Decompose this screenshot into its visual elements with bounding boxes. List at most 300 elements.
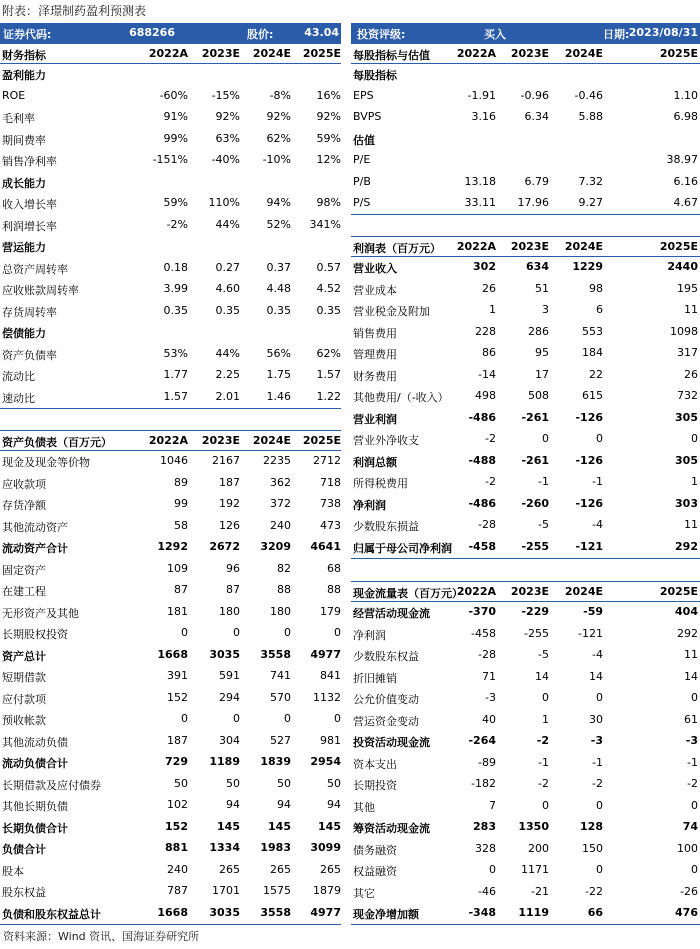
table-row — [351, 300, 700, 321]
cell-value: 0 — [596, 691, 603, 704]
row-label: 成长能力 — [2, 176, 46, 190]
cell-value: 38.97 — [666, 153, 698, 166]
cell-value: 4.48 — [266, 282, 291, 295]
cell-value: 0.35 — [163, 303, 188, 317]
cell-value: 473 — [320, 518, 341, 532]
cell-value: 89 — [174, 475, 188, 489]
cell-value: 16% — [316, 88, 341, 102]
cell-value: 553 — [582, 324, 603, 338]
cell-value: 17.96 — [517, 196, 549, 209]
cell-value: 2672 — [209, 540, 240, 553]
cell-value: 61 — [684, 712, 698, 726]
cell-value: -22 — [585, 884, 603, 898]
cell-value: 26 — [684, 367, 698, 381]
table-row — [351, 451, 700, 472]
table-row — [0, 537, 341, 558]
cell-value: 71 — [482, 669, 496, 683]
cell-value: -14 — [478, 367, 496, 381]
row-label: 少数股东损益 — [353, 520, 419, 533]
cell-value: 1292 — [157, 540, 188, 553]
row-label: 负债合计 — [2, 843, 46, 856]
cell-value: 30 — [589, 712, 603, 726]
row-label: 总资产周转率 — [2, 262, 68, 276]
cell-value: 1.77 — [163, 368, 188, 381]
price-label: 股价: — [247, 28, 274, 41]
cell-value: 1.57 — [316, 368, 341, 381]
table-row — [351, 365, 700, 386]
cell-value: -5 — [538, 518, 549, 531]
cell-value: -1 — [538, 475, 549, 488]
cell-value: 184 — [582, 346, 603, 359]
page-title: 附表：泽璟制药盈利预测表 — [2, 4, 147, 18]
table-row — [351, 515, 700, 536]
cell-value: 33.11 — [464, 196, 496, 209]
column-header: 2024E — [564, 240, 603, 253]
cell-value: 102 — [167, 798, 188, 811]
cell-value: 9.27 — [578, 196, 603, 209]
cell-value: 187 — [167, 733, 188, 747]
cell-value: 3035 — [209, 647, 240, 661]
cell-value: 305 — [675, 410, 698, 424]
cell-value: 0 — [181, 712, 188, 725]
row-label: 营运资金变动 — [353, 714, 419, 728]
cell-value: 0.18 — [163, 260, 188, 274]
cell-value: -8% — [269, 88, 291, 102]
cell-value: 94 — [327, 798, 341, 811]
cell-value: 150 — [582, 841, 603, 855]
cell-value: 1098 — [670, 324, 698, 338]
cell-value: 14 — [589, 669, 603, 683]
cell-value: 152 — [167, 690, 188, 704]
cell-value: 192 — [219, 497, 240, 510]
cell-value: -261 — [521, 453, 549, 467]
cell-value: -0.96 — [520, 88, 549, 102]
table-row — [0, 795, 341, 816]
cell-value: 302 — [473, 260, 496, 273]
row-label: 盈利能力 — [2, 69, 46, 82]
cell-value: 0 — [691, 863, 698, 876]
row-label: 在建工程 — [2, 585, 46, 598]
table-row — [351, 408, 700, 429]
cell-value: 0.57 — [316, 260, 341, 274]
cell-value: 180 — [219, 604, 240, 618]
table-row — [351, 150, 700, 171]
cell-value: -10% — [262, 153, 291, 166]
cell-value: 981 — [320, 733, 341, 747]
row-label: 营业税金及附加 — [353, 305, 430, 318]
row-label: 流动资产合计 — [2, 542, 68, 555]
table-row — [351, 343, 700, 364]
cell-value: 91% — [163, 110, 188, 123]
cell-value: 179 — [320, 604, 341, 618]
cell-value: 391 — [167, 669, 188, 682]
cell-value: 0.35 — [316, 303, 341, 317]
cell-value: 128 — [580, 820, 603, 833]
table-row — [0, 301, 341, 322]
cell-value: 498 — [475, 389, 496, 402]
cell-value: -1 — [538, 755, 549, 769]
row-label: EPS — [353, 88, 374, 102]
table-row — [0, 688, 341, 709]
cell-value: 82 — [277, 561, 291, 575]
table-row — [0, 107, 341, 128]
cell-value: 591 — [219, 669, 240, 682]
table-row — [0, 623, 341, 644]
cell-value: 1668 — [157, 905, 188, 919]
row-label: 销售费用 — [353, 326, 397, 340]
cell-value: 53% — [163, 346, 188, 360]
row-label: 利润增长率 — [2, 219, 57, 233]
cell-value: 2440 — [667, 260, 698, 273]
cell-value: 11 — [684, 303, 698, 316]
row-label: 无形资产及其他 — [2, 606, 79, 620]
table-row — [0, 215, 341, 236]
table-row — [351, 257, 700, 278]
cell-value: -1.91 — [467, 88, 496, 102]
cell-value: 4.60 — [215, 282, 240, 295]
cell-value: 1171 — [521, 863, 549, 876]
table-row — [351, 667, 700, 688]
source-note: 资料来源：Wind 资讯、国海证券研究所 — [3, 930, 200, 943]
cell-value: 362 — [270, 475, 291, 489]
row-label: 资本支出 — [353, 757, 397, 771]
cell-value: 1.10 — [673, 88, 698, 102]
cell-value: 99 — [174, 497, 188, 510]
row-label: 其它 — [353, 886, 375, 900]
cell-value: 11 — [684, 518, 698, 531]
cell-value: 92% — [316, 110, 341, 123]
cell-value: 63% — [215, 131, 240, 145]
cell-value: 2954 — [310, 755, 341, 768]
table-row — [351, 386, 700, 407]
cell-value: 1839 — [260, 755, 291, 768]
row-label: 应付款项 — [2, 692, 46, 706]
cell-value: 180 — [270, 604, 291, 618]
cell-value: 1983 — [260, 841, 291, 854]
cell-value: 283 — [473, 820, 496, 833]
table-row — [0, 473, 341, 494]
cell-value: 3035 — [209, 905, 240, 919]
row-label: 其他费用/（-收入） — [353, 391, 449, 404]
row-label: 经营活动现金流 — [353, 607, 430, 620]
cell-value: 4.67 — [673, 196, 698, 209]
column-header: 2023E — [201, 47, 240, 60]
cell-value: -121 — [575, 539, 603, 553]
cell-value: 62% — [316, 346, 341, 360]
cell-value: -182 — [471, 777, 496, 790]
cell-value: 292 — [677, 626, 698, 640]
cell-value: -4 — [592, 518, 603, 531]
table-row — [0, 903, 341, 925]
cell-value: 718 — [320, 475, 341, 489]
cell-value: 0 — [334, 626, 341, 639]
cell-value: -5 — [538, 648, 549, 661]
cell-value: 1046 — [160, 454, 188, 467]
cell-value: -28 — [478, 648, 496, 661]
cell-value: 74 — [682, 820, 698, 833]
cell-value: 341% — [309, 217, 341, 231]
cell-value: -2 — [592, 777, 603, 790]
cell-value: -2 — [485, 475, 496, 488]
table-title: 财务指标 — [2, 49, 46, 62]
section-row — [0, 64, 341, 85]
cell-value: 145 — [318, 819, 341, 833]
cell-value: -121 — [578, 626, 603, 640]
cell-value: 50 — [226, 776, 240, 790]
cell-value: 94% — [266, 196, 291, 209]
cell-value: 1.22 — [316, 389, 341, 403]
row-label: 净利润 — [353, 628, 386, 642]
cell-value: 0 — [542, 798, 549, 812]
table-row — [0, 774, 341, 795]
cell-value: 92% — [215, 110, 240, 123]
column-header: 2025E — [302, 47, 341, 60]
cell-value: -3 — [590, 734, 603, 747]
table-row — [0, 129, 341, 150]
cell-value: 50 — [327, 776, 341, 790]
cell-value: 14 — [535, 669, 549, 683]
cell-value: 3558 — [260, 647, 291, 661]
row-label: 债务融资 — [353, 843, 397, 857]
cell-value: 98 — [589, 281, 603, 295]
cell-value: 7 — [489, 798, 496, 812]
column-header: 2022A — [456, 47, 496, 60]
cell-value: 4977 — [310, 647, 341, 661]
cell-value: 187 — [219, 475, 240, 489]
column-header: 2023E — [510, 240, 549, 253]
cell-value: 94 — [226, 798, 240, 811]
row-label: 净利润 — [353, 498, 386, 512]
cell-value: 1 — [691, 475, 698, 488]
cell-value: -26 — [680, 884, 698, 898]
cell-value: 729 — [165, 755, 188, 768]
cell-value: 286 — [528, 324, 549, 338]
row-label: 长期借款及应付债券 — [2, 778, 101, 792]
cell-value: 5.88 — [578, 110, 603, 123]
cell-value: 0.35 — [266, 303, 291, 317]
row-label: 现金净增加额 — [353, 908, 419, 921]
cell-value: -126 — [575, 453, 603, 467]
cell-value: 303 — [675, 496, 698, 510]
column-header: 2022A — [148, 47, 188, 60]
cell-value: -0.46 — [574, 88, 603, 102]
table-title: 每股指标与估值 — [353, 49, 430, 62]
section-row — [0, 322, 341, 343]
cell-value: -1 — [592, 755, 603, 769]
row-label: 营业收入 — [353, 262, 397, 275]
row-label: 投资活动现金流 — [353, 736, 430, 749]
cell-value: 372 — [270, 497, 291, 510]
cell-value: 305 — [675, 453, 698, 467]
column-header: 2024E — [564, 47, 603, 60]
cell-value: 292 — [675, 539, 698, 553]
cell-value: 44% — [215, 217, 240, 231]
table-row — [0, 193, 341, 214]
row-label: 所得税费用 — [353, 477, 408, 490]
table-header — [351, 43, 700, 64]
cell-value: 634 — [526, 260, 549, 273]
cell-value: 87 — [226, 583, 240, 596]
cell-value: 317 — [677, 346, 698, 359]
cell-value: 0.27 — [215, 260, 240, 274]
cell-value: 294 — [219, 690, 240, 704]
cell-value: 240 — [167, 862, 188, 876]
table-row — [351, 817, 700, 838]
cell-value: -126 — [575, 496, 603, 510]
cell-value: 0 — [691, 798, 698, 812]
row-label: 利润总额 — [353, 455, 397, 469]
cell-value: 0 — [233, 712, 240, 725]
table-row — [0, 709, 341, 730]
cell-value: 265 — [320, 862, 341, 876]
cell-value: -2 — [485, 432, 496, 445]
table-row — [351, 839, 700, 860]
column-header: 2024E — [252, 434, 291, 447]
cell-value: 17 — [535, 367, 549, 381]
cell-value: 0 — [596, 863, 603, 876]
row-label: 长期投资 — [353, 779, 397, 792]
row-label: 权益融资 — [353, 865, 397, 878]
column-header: 2025E — [659, 47, 698, 60]
row-label: P/S — [353, 196, 371, 209]
cell-value: 26 — [482, 281, 496, 295]
row-label: 管理费用 — [353, 348, 397, 361]
cell-value: 2235 — [263, 454, 291, 467]
cell-value: 100 — [677, 841, 698, 855]
table-row — [0, 344, 341, 365]
table-row — [0, 838, 341, 859]
cell-value: 58 — [174, 518, 188, 532]
cell-value: 240 — [270, 518, 291, 532]
cell-value: 527 — [270, 733, 291, 747]
table-row — [351, 710, 700, 731]
row-label: 收入增长率 — [2, 198, 57, 211]
row-label: 筹资活动现金流 — [353, 822, 430, 835]
row-label: 营业外净收支 — [353, 434, 419, 447]
cell-value: -1 — [592, 475, 603, 488]
cell-value: 94 — [277, 798, 291, 811]
table-row — [351, 796, 700, 817]
cell-value: 68 — [327, 561, 341, 575]
cell-value: 1229 — [572, 260, 603, 273]
cell-value: 738 — [320, 497, 341, 510]
table-row — [0, 451, 341, 472]
cell-value: 59% — [316, 131, 341, 145]
cell-value: -370 — [468, 605, 496, 618]
cell-value: -3 — [485, 691, 496, 704]
cell-value: 3.16 — [471, 110, 496, 123]
table-header — [0, 43, 341, 64]
cell-value: 200 — [528, 841, 549, 855]
table-row — [351, 688, 700, 709]
cell-value: 570 — [270, 690, 291, 704]
cell-value: -488 — [468, 453, 496, 467]
row-label: 期间费率 — [2, 133, 46, 147]
cell-value: 0 — [334, 712, 341, 725]
row-label: 营业利润 — [353, 412, 397, 426]
row-label: 股东权益 — [2, 886, 46, 899]
table-row — [351, 731, 700, 752]
cell-value: 145 — [217, 819, 240, 833]
cell-value: -4 — [592, 648, 603, 661]
row-label: 应收款项 — [2, 477, 46, 491]
cell-value: 145 — [268, 819, 291, 833]
rating-value: 买入 — [484, 28, 506, 41]
cell-value: 51 — [535, 281, 549, 295]
cell-value: 1.75 — [266, 368, 291, 381]
table-row — [351, 602, 700, 623]
table-row — [0, 731, 341, 752]
cell-value: 228 — [475, 324, 496, 338]
cell-value: -1 — [687, 755, 698, 769]
cell-value: 2.25 — [215, 368, 240, 381]
table-header — [351, 581, 700, 602]
cell-value: 56% — [266, 346, 291, 360]
code-value: 688266 — [129, 26, 175, 39]
cell-value: -40% — [211, 153, 240, 166]
row-label: BVPS — [353, 110, 382, 123]
cell-value: 732 — [677, 389, 698, 402]
cell-value: 0 — [181, 626, 188, 639]
column-header: 2024E — [564, 585, 603, 598]
row-label: 财务费用 — [353, 369, 397, 383]
cell-value: 841 — [320, 669, 341, 682]
row-label: 公允价值变动 — [353, 693, 419, 706]
cell-value: 87 — [174, 583, 188, 596]
row-label: 每股指标 — [353, 69, 397, 82]
row-label: 营运能力 — [2, 241, 46, 254]
cell-value: 1119 — [518, 906, 549, 919]
table-row — [351, 172, 700, 193]
cell-value: 66 — [587, 906, 603, 919]
row-label: ROE — [2, 88, 26, 102]
cell-value: 6.98 — [673, 110, 698, 123]
cell-value: 6.79 — [524, 174, 549, 188]
table-header — [351, 236, 700, 257]
cell-value: 0 — [596, 432, 603, 445]
cell-value: 14 — [684, 669, 698, 683]
cell-value: 304 — [219, 733, 240, 747]
cell-value: 1575 — [263, 884, 291, 897]
cell-value: 0 — [489, 863, 496, 876]
cell-value: -15% — [211, 88, 240, 102]
table-row — [0, 559, 341, 580]
cell-value: 881 — [165, 841, 188, 854]
cell-value: -46 — [478, 884, 496, 898]
table-row — [0, 86, 341, 107]
cell-value: -486 — [468, 496, 496, 510]
cell-value: 3209 — [260, 540, 291, 553]
cell-value: 52% — [266, 217, 291, 231]
table-row — [351, 624, 700, 645]
row-label: 偿债能力 — [2, 327, 46, 340]
table-row — [0, 666, 341, 687]
cell-value: 1668 — [157, 647, 188, 661]
table-title: 现金流量表（百万元） — [353, 587, 463, 600]
column-header: 2022A — [148, 434, 188, 447]
cell-value: -255 — [524, 626, 549, 640]
cell-value: 3558 — [260, 905, 291, 919]
table-row — [0, 150, 341, 171]
table-row — [0, 279, 341, 300]
cell-value: -2 — [538, 777, 549, 790]
cell-value: -89 — [478, 755, 496, 769]
section-row — [351, 129, 700, 150]
cell-value: -486 — [468, 410, 496, 424]
cell-value: 22 — [589, 367, 603, 381]
cell-value: -458 — [468, 539, 496, 553]
cell-value: 40 — [482, 712, 496, 726]
